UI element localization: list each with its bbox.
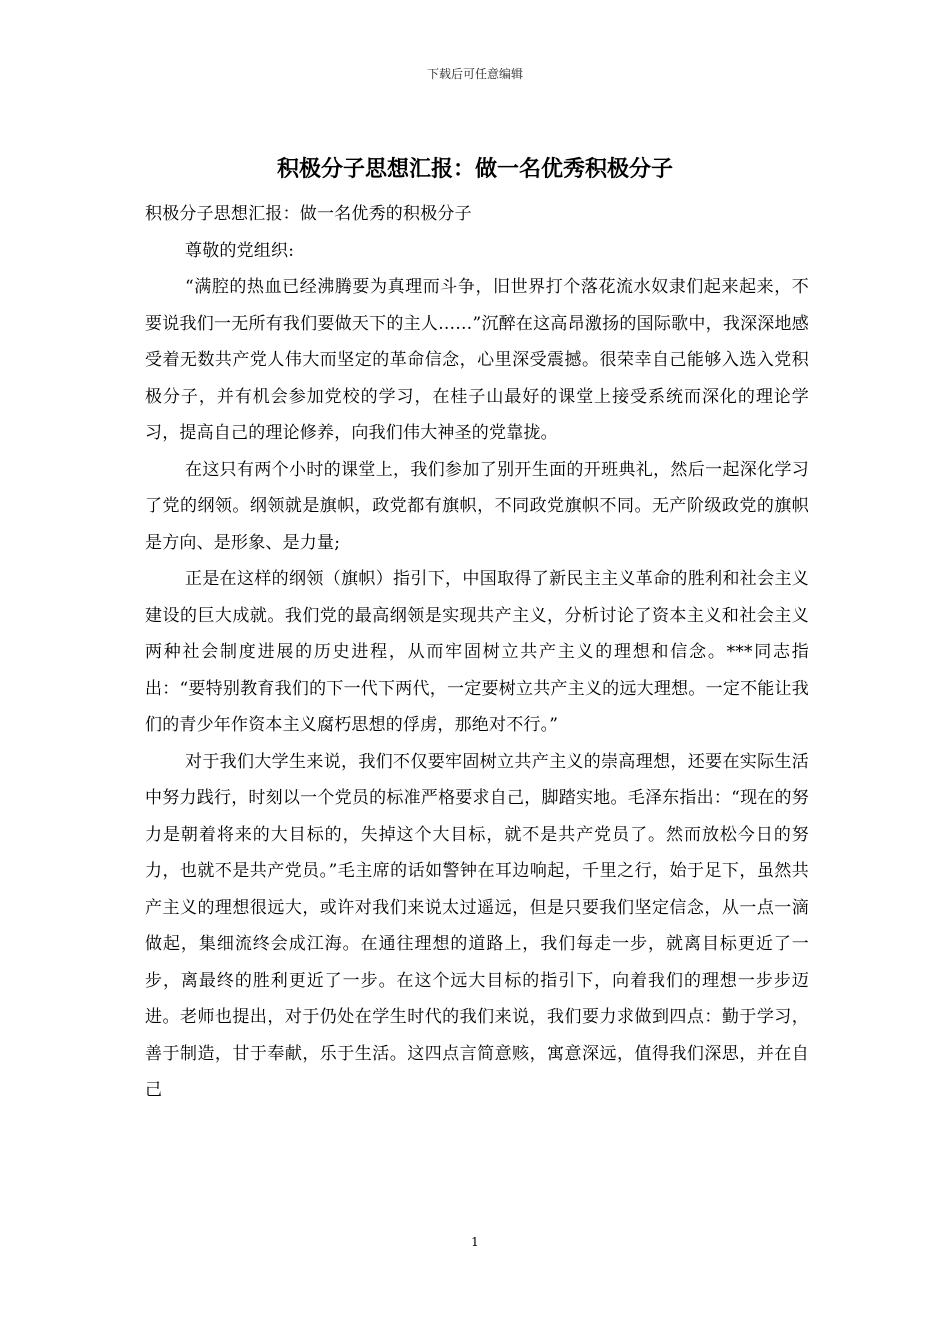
page-header-note: 下载后可任意编辑 <box>426 67 523 81</box>
body-paragraph-2: 在这只有两个小时的课堂上，我们参加了别开生面的开班典礼，然后一起深化学习了党的纲领。纲领就是旗帜，政党都有旗帜，不同政党旗帜不同。无产阶级政党的旗帜是方向、是形象、是力量; <box>145 459 809 553</box>
body-paragraph-3: 正是在这样的纲领（旗帜）指引下，中国取得了新民主主义革命的胜利和社会主义建设的巨大成就。我们党的最高纲领是实现共产主义，分析讨论了资本主义和社会主义两种社会制度进展的历史进程，从而牢固树立共产主义的理想和信念。***同志指出：“要特别教育我们的下一代下两代，一定要树立共产主义的远大理想。一定不能让我们的青少年作资本主义腐朽思想的俘虏，那绝对不行。” <box>145 569 809 735</box>
document-subtitle: 积极分子思想汇报：做一名优秀的积极分子 <box>145 204 472 224</box>
body-paragraph-1: “满腔的热血已经沸腾要为真理而斗争，旧世界打个落花流水奴隶们起来起来，不要说我们一无所有我们要做天下的主人……”沉醉在这高昂激扬的国际歌中，我深深地感受着无数共产党人伟大而坚定的革命信念，心里深受震撼。很荣幸自己能够入选入党积极分子，并有机会参加党校的学习，在桂子山最好的课堂上接受系统而深化的理论学习，提高自己的理论修养，向我们伟大神圣的党靠拢。 <box>145 277 809 443</box>
body-paragraph-4: 对于我们大学生来说，我们不仅要牢固树立共产主义的崇高理想，还要在实际生活中努力践行，时刻以一个党员的标准严格要求自己，脚踏实地。毛泽东指出：“现在的努力是朝着将来的大目标的，失掉这个大目标，就不是共产党员了。然而放松今日的努力，也就不是共产党员。”毛主席的话如警钟在耳边响起，千里之行，始于足下，虽然共产主义的理想很远大，或许对我们来说太过遥远，但是只要我们坚定信念，从一点一滴做起，集细流终会成江海。在通往理想的道路上，我们每走一步，就离目标更近了一步，离最终的胜利更近了一步。在这个远大目标的指引下，向着我们的理想一步步迈进。老师也提出，对于仍处在学生时代的我们来说，我们要力求做到四点：勤于学习，善于制造，甘于奉献，乐于生活。这四点言简意赅，寓意深远，值得我们深思，并在自己 <box>145 751 809 1100</box>
document-body <box>145 196 809 1109</box>
document-title: 积极分子思想汇报：做一名优秀积极分子 <box>276 156 673 182</box>
salutation: 尊敬的党组织: <box>185 240 295 261</box>
page-number: 1 <box>471 1235 479 1249</box>
